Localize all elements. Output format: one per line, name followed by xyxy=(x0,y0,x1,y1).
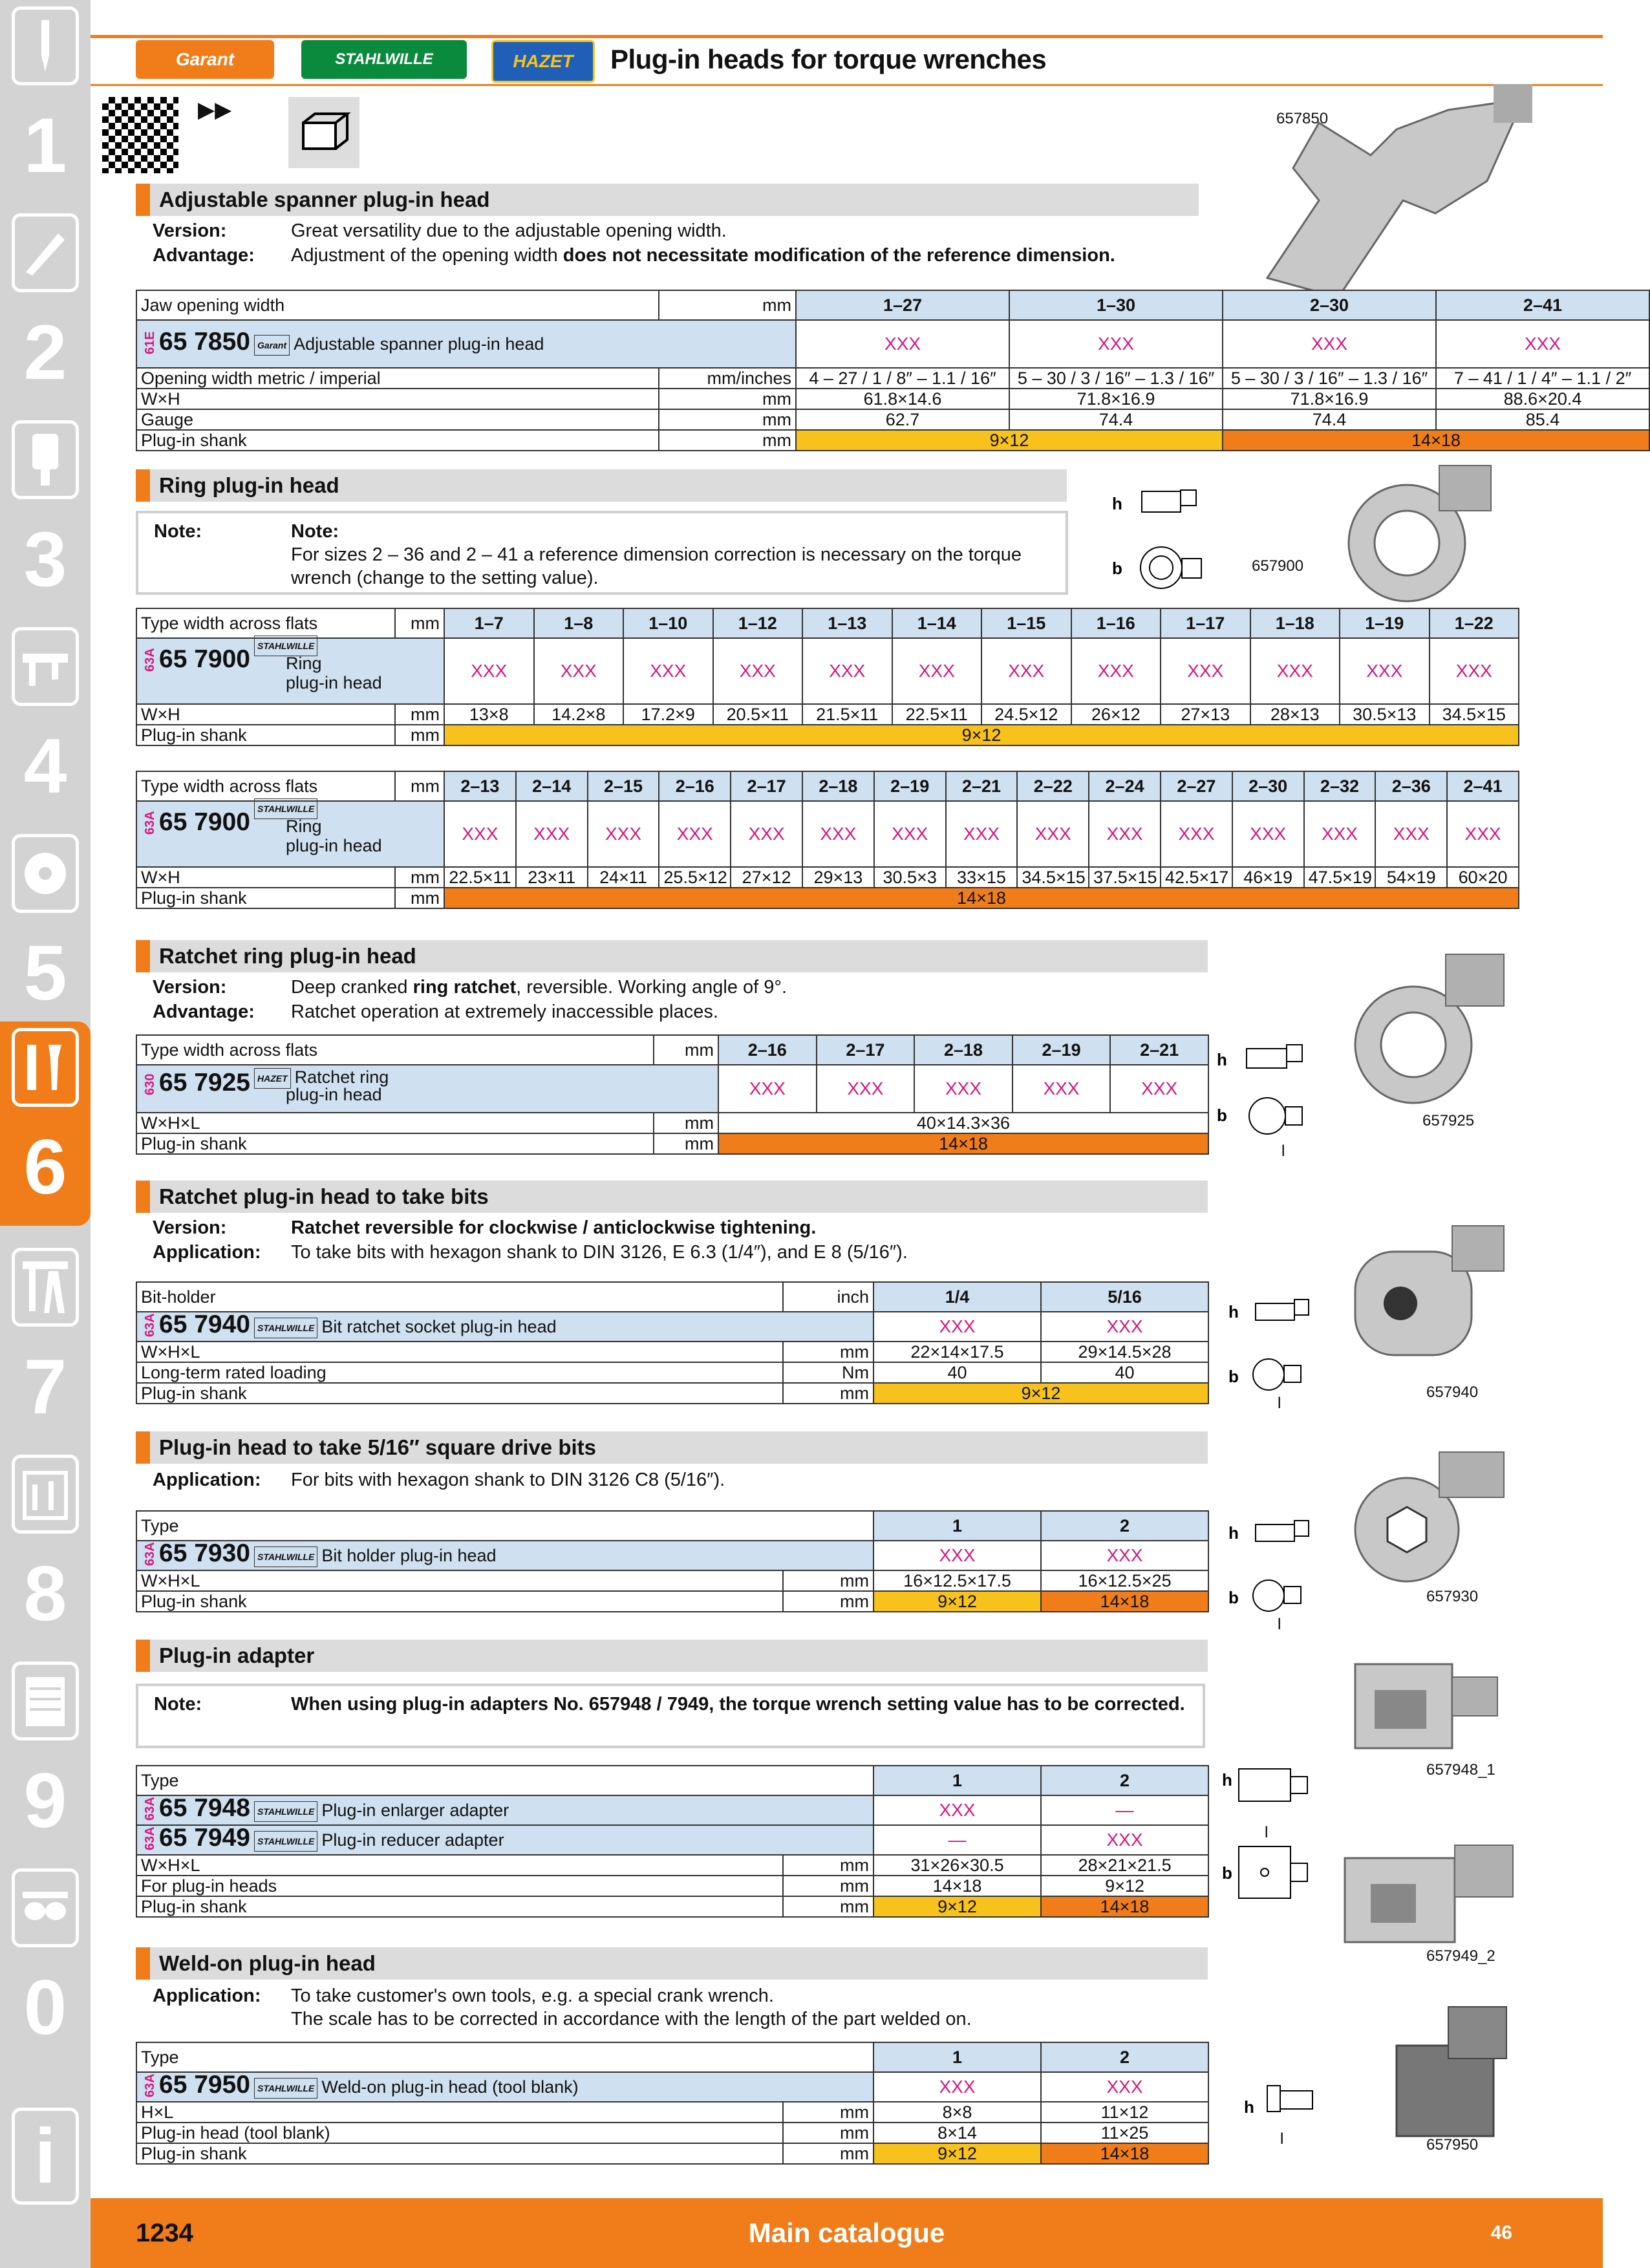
table-cell: 30.5×13 xyxy=(1340,704,1430,725)
adapter-dimension-drawing xyxy=(1219,1762,1329,1911)
price: XXX xyxy=(1436,320,1649,368)
svg-text:l: l xyxy=(1281,1142,1285,1160)
table-657950: Type 1 2 63A65 7950 STAHLWILLE Weld-on plug-in head (tool blank) XXX XXX H×L mm 8×8 11×12 Plug-in head (tool blank) mm 8×14 11×25 Plug-in shank mm 9×12 14×18 xyxy=(136,2042,1209,2165)
table-cell: 1–8 xyxy=(534,608,624,638)
catalogue-name: Main catalogue xyxy=(748,2218,945,2248)
fast-forward-icon[interactable]: ▶▶ xyxy=(198,98,232,122)
table-657940: Bit-holder inch 1/4 5/16 63A65 7940 STAHLWILLE Bit ratchet socket plug-in head XXX XXX W×H×L mm 22×14×17.5 29×14.5×28 Long-term rated loading Nm 40 40 Plug-in shank mm 9×12 xyxy=(136,1281,1209,1404)
section-title-adapter: Plug-in adapter xyxy=(136,1640,1208,1672)
price: XXX xyxy=(1161,801,1232,867)
table-cell: 22.5×11 xyxy=(892,704,982,725)
bit-holder-image xyxy=(1342,1439,1517,1588)
col-header: 1–27 xyxy=(796,290,1009,320)
table-cell: 1–10 xyxy=(623,608,713,638)
tab-9[interactable]: 9 xyxy=(9,1655,81,1859)
price: XXX xyxy=(817,1065,915,1113)
table-cell: 1–13 xyxy=(802,608,892,638)
pliers-icon xyxy=(12,1248,79,1327)
price: XXX xyxy=(1430,638,1519,704)
table-cell: 14.2×8 xyxy=(534,704,624,725)
table-cell: 20.5×11 xyxy=(713,704,803,725)
article-cell[interactable]: 63A65 7948 STAHLWILLE Plug-in enlarger adapter xyxy=(136,1795,873,1825)
table-cell: 25.5×12 xyxy=(659,867,731,888)
tab-6[interactable]: 6 xyxy=(0,1022,91,1226)
table-cell: 13×8 xyxy=(444,704,534,725)
svg-text:h: h xyxy=(1217,1050,1227,1069)
price: XXX xyxy=(1071,638,1161,704)
price: XXX xyxy=(1017,801,1089,867)
application-line: Application: To take customer's own tools, e.g. a special crank wrench. xyxy=(153,1985,774,2006)
col-header: 2–30 xyxy=(1223,290,1436,320)
price: XXX xyxy=(1250,638,1340,704)
price: XXX xyxy=(623,638,713,704)
svg-text:h: h xyxy=(1244,2097,1254,2117)
table-cell: 47.5×19 xyxy=(1304,867,1376,888)
price: XXX xyxy=(802,638,892,704)
table-cell: 24×11 xyxy=(588,867,659,888)
table-cell: 2–19 xyxy=(1012,1035,1111,1065)
col-header: 2–41 xyxy=(1436,290,1649,320)
table-cell: 2–24 xyxy=(1089,771,1161,801)
application-line-2: The scale has to be corrected in accordance with the length of the part welded on. xyxy=(291,2009,972,2029)
table-cell: 2–18 xyxy=(914,1035,1012,1065)
table-657900-1: Type width across flats mm 1–7 1–8 1–10 1–12 1–13 1–14 1–15 1–16 1–17 1–18 1–19 1–22 63A65 7900 STAHLWILLE Ring plug-in head XXX XXX XXX XXX XXX XXX XXX XXX XXX XXX XXX XXX W×H mm 13×8 14.2×8 17.2×9 20.5×11 21.5×11 22.5×11 24.5×12 26×12 27×13 28×13 30.5×13 34.5×15 Plug-in shank mm 9×12 xyxy=(136,608,1519,746)
price: XXX xyxy=(1012,1065,1111,1113)
table-cell: 1–17 xyxy=(1161,608,1250,638)
section-title-ratchet-ring: Ratchet ring plug-in head xyxy=(136,940,1208,972)
image-caption-657850: 657850 xyxy=(1276,110,1329,127)
table-cell: 1–22 xyxy=(1430,608,1519,638)
table-cell: 28×13 xyxy=(1250,704,1340,725)
article-cell[interactable]: 63A65 7900 STAHLWILLE Ring plug-in head xyxy=(136,801,444,867)
svg-text:l: l xyxy=(1280,2130,1284,2148)
weld-on-head-image xyxy=(1377,2000,1519,2143)
table-cell: 23×11 xyxy=(516,867,588,888)
chapter-sidebar xyxy=(0,0,91,2268)
image-caption-657949: 657949_2 xyxy=(1426,1947,1495,1965)
tab-2[interactable]: 2 xyxy=(9,207,81,411)
price: XXX xyxy=(444,638,534,704)
advantage-line: Advantage: Ratchet operation at extremely inaccessible places. xyxy=(153,1001,718,1022)
svg-text:l: l xyxy=(1265,1824,1269,1841)
article-cell[interactable]: 63A65 7950 STAHLWILLE Weld-on plug-in head (tool blank) xyxy=(136,2072,873,2102)
tab-4[interactable]: 4 xyxy=(9,621,81,825)
price: XXX xyxy=(588,801,659,867)
table-cell: 33×15 xyxy=(946,867,1018,888)
price: XXX xyxy=(731,801,802,867)
table-cell: 2–16 xyxy=(659,771,731,801)
table-cell: 46×19 xyxy=(1232,867,1304,888)
price: XXX xyxy=(1232,801,1304,867)
ring-dimension-drawing xyxy=(1106,484,1228,600)
table-cell: 2–30 xyxy=(1232,771,1304,801)
caliper-icon xyxy=(12,627,79,706)
tab-i[interactable] xyxy=(9,2069,81,2198)
price: XXX xyxy=(802,801,874,867)
hazet-logo: HAZET xyxy=(491,40,595,83)
section-title-ring: Ring plug-in head xyxy=(136,469,1067,502)
enlarger-adapter-image xyxy=(1342,1645,1504,1761)
svg-text:b: b xyxy=(1228,1588,1239,1607)
garant-logo: Garant xyxy=(136,40,274,79)
price: XXX xyxy=(1009,320,1223,368)
table-cell: 2–32 xyxy=(1304,771,1376,801)
table-cell: 42.5×17 xyxy=(1161,867,1232,888)
table-cell: 34.5×15 xyxy=(1430,704,1519,725)
info-icon: i xyxy=(12,2108,79,2205)
table-cell: 1–7 xyxy=(444,608,534,638)
tab-7[interactable]: 7 xyxy=(9,1241,81,1446)
header-rule xyxy=(91,35,1603,38)
table-cell: 1–18 xyxy=(1250,608,1340,638)
table-cell: 17.2×9 xyxy=(623,704,713,725)
svg-text:b: b xyxy=(1112,559,1122,578)
ratchet-ring-dimension-drawing xyxy=(1213,1037,1329,1160)
svg-text:l: l xyxy=(1278,1395,1281,1412)
price: XXX xyxy=(534,638,624,704)
svg-text:h: h xyxy=(1228,1302,1239,1321)
table-657900-2: Type width across flats mm 2–13 2–14 2–15 2–16 2–17 2–18 2–19 2–21 2–22 2–24 2–27 2–30 2–32 2–36 2–41 63A65 7900 STAHLWILLE Ring plug-in head XXX XXX XXX XXX XXX XXX XXX XXX XXX XXX XXX XXX XXX XXX XXX W×H mm 22.5×11 23×11 24×11 25.5×12 27×12 29×13 30.5×3 33×15 34.5×15 37.5×15 42.5×17 46×19 47.5×19 54×19 60×20 Plug-in shank mm 14×18 xyxy=(136,771,1519,909)
bit-ratchet-dimension-drawing xyxy=(1226,1289,1329,1412)
price: XXX xyxy=(796,320,1009,368)
bit-holder-dimension-drawing xyxy=(1226,1510,1329,1633)
table-cell: 2–19 xyxy=(874,771,946,801)
page-number: 1234 xyxy=(136,2219,193,2247)
page-title: Plug-in heads for torque wrenches xyxy=(610,44,1047,74)
article-cell[interactable]: 61E65 7850 Garant Adjustable spanner plug-in head xyxy=(136,320,796,368)
table-cell: 1–16 xyxy=(1071,608,1161,638)
table-cell: 34.5×15 xyxy=(1017,867,1089,888)
note-box-adapter: Note: When using plug-in adapters No. 657948 / 7949, the torque wrench setting value has to be corrected. xyxy=(136,1684,1205,1748)
image-caption-657900: 657900 xyxy=(1252,557,1304,575)
price: XXX xyxy=(1447,801,1519,867)
section-title-adjustable: Adjustable spanner plug-in head xyxy=(136,184,1199,216)
reducer-adapter-image xyxy=(1332,1832,1519,1949)
wrench-icon xyxy=(12,1028,79,1107)
application-line: Application: To take bits with hexagon shank to DIN 3126, E 6.3 (1/4″), and E 8 (5/16″). xyxy=(153,1242,908,1263)
table-cell: 1–15 xyxy=(981,608,1071,638)
table-cell: 1–19 xyxy=(1340,608,1430,638)
table-cell: 2–15 xyxy=(588,771,659,801)
header-unit: mm xyxy=(659,290,796,320)
table-cell: 2–22 xyxy=(1017,771,1089,801)
table-cell: 2–36 xyxy=(1375,771,1447,801)
svg-text:h: h xyxy=(1112,494,1122,513)
table-cell: 27×12 xyxy=(731,867,802,888)
price: XXX xyxy=(914,1065,1012,1113)
price: XXX xyxy=(874,801,946,867)
footer xyxy=(91,2198,1603,2268)
cutting-icon xyxy=(12,213,79,292)
drill-icon xyxy=(12,6,79,85)
table-657948-657949: Type 1 2 63A65 7948 STAHLWILLE Plug-in enlarger adapter XXX — 63A65 7949 STAHLWILLE Plug-in reducer adapter — XXX W×H×L mm 31×26×30.5 28×21×21.5 For plug-in heads mm 14×18 9×12 Plug-in shank mm 9×12 14×18 xyxy=(136,1765,1209,1918)
image-caption-657930: 657930 xyxy=(1426,1588,1479,1605)
table-cell: 1–12 xyxy=(713,608,803,638)
table-cell: 2–17 xyxy=(817,1035,915,1065)
image-caption-657948: 657948_1 xyxy=(1426,1761,1495,1779)
table-cell: 2–27 xyxy=(1161,771,1232,801)
tab-8[interactable]: 8 xyxy=(9,1448,81,1653)
section-title-square-drive: Plug-in head to take 5/16″ square drive bits xyxy=(136,1431,1208,1464)
section-title-ratchet-bits: Ratchet plug-in head to take bits xyxy=(136,1181,1208,1213)
table-cell: 2–21 xyxy=(946,771,1018,801)
toolbox-icon xyxy=(12,1455,79,1534)
version-line: Version: Deep cranked ring ratchet, reversible. Working angle of 9°. xyxy=(153,977,788,998)
tab-5[interactable]: 5 xyxy=(9,828,81,1032)
svg-text:h: h xyxy=(1222,1770,1232,1790)
article-cell[interactable]: 63A65 7930 STAHLWILLE Bit holder plug-in head xyxy=(136,1541,873,1570)
price: XXX xyxy=(516,801,588,867)
table-cell: 2–17 xyxy=(731,771,802,801)
price: XXX xyxy=(892,638,982,704)
bit-ratchet-image xyxy=(1342,1213,1510,1381)
article-cell[interactable]: 63065 7925 HAZET Ratchet ring plug-in head xyxy=(136,1065,718,1113)
price: XXX xyxy=(1110,1065,1208,1113)
version-line: Version: Ratchet reversible for clockwise / anticlockwise tightening. xyxy=(153,1217,817,1238)
price: XXX xyxy=(1089,801,1161,867)
image-caption-657940: 657940 xyxy=(1426,1384,1479,1401)
table-cell: 60×20 xyxy=(1447,867,1519,888)
table-cell: 2–21 xyxy=(1110,1035,1208,1065)
article-cell[interactable]: 63A65 7949 STAHLWILLE Plug-in reducer adapter xyxy=(136,1825,873,1855)
price: XXX xyxy=(1223,320,1436,368)
stahlwille-logo: STAHLWILLE xyxy=(301,40,467,79)
price: XXX xyxy=(981,638,1071,704)
square-drive-icon xyxy=(288,97,359,168)
price: XXX xyxy=(1304,801,1376,867)
svg-text:b: b xyxy=(1222,1863,1232,1883)
table-657930: Type 1 2 63A65 7930 STAHLWILLE Bit holder plug-in head XXX XXX W×H×L mm 16×12.5×17.5 16×12.5×25 Plug-in shank mm 9×12 14×18 xyxy=(136,1510,1209,1612)
table-cell: 2–13 xyxy=(444,771,516,801)
price: XXX xyxy=(713,638,803,704)
table-cell: 26×12 xyxy=(1071,704,1161,725)
table-cell: 1–14 xyxy=(892,608,982,638)
price: XXX xyxy=(659,801,731,867)
application-line: Application: For bits with hexagon shank to DIN 3126 C8 (5/16″). xyxy=(153,1470,725,1490)
table-cell: 2–14 xyxy=(516,771,588,801)
table-cell: 2–16 xyxy=(718,1035,817,1065)
price: XXX xyxy=(1161,638,1250,704)
table-657850: Jaw opening width mm 1–27 1–30 2–30 2–41 61E65 7850 Garant Adjustable spanner plug-in head XXX XXX XXX XXX Opening width metric / imperial mm/inches 4 – 27 / 1 / 8″ – 1.1 / 16″ 5 – 30 / 3 / 16″ – 1.3 / 16″ 5 – 30 / 3 / 16″ – 1.3 / 16″ 7 – 41 / 1 / 4″ – 1.1 / 2″ W×H mm 61.8×14.6 71.8×16.9 71.8×16.9 88.6×20.4 Gauge mm 62.7 74.4 74.4 85.4 Plug-in shank mm 9×12 14×18 xyxy=(136,290,1650,451)
sheet-number: 46 xyxy=(1490,2222,1512,2243)
table-cell: 27×13 xyxy=(1161,704,1250,725)
table-cell: 37.5×15 xyxy=(1089,867,1161,888)
svg-text:b: b xyxy=(1217,1106,1227,1125)
version-line: Version: Great versatility due to the adjustable opening width. xyxy=(153,220,727,241)
table-cell: 24.5×12 xyxy=(981,704,1071,725)
section-title-weld-on: Weld-on plug-in head xyxy=(136,1947,1208,1980)
tab-0[interactable]: 0 xyxy=(9,1862,81,2066)
price: XXX xyxy=(1375,801,1447,867)
table-cell: 29×13 xyxy=(802,867,874,888)
advantage-line: Advantage: Adjustment of the opening width does not necessitate modification of the reference dimension. xyxy=(153,245,1115,266)
image-caption-657950: 657950 xyxy=(1426,2136,1479,2154)
tab-3[interactable]: 3 xyxy=(9,414,81,618)
price: XXX xyxy=(444,801,516,867)
qr-code[interactable] xyxy=(102,97,178,173)
svg-text:b: b xyxy=(1228,1367,1239,1386)
tab-1[interactable]: 1 xyxy=(9,0,81,204)
price: XXX xyxy=(718,1065,817,1113)
safety-goggles-icon xyxy=(12,1868,79,1947)
cabinet-icon xyxy=(12,1662,79,1740)
ring-head-image xyxy=(1342,453,1497,608)
table-cell: 2–18 xyxy=(802,771,874,801)
header-label: Jaw opening width xyxy=(136,290,659,320)
table-cell: 54×19 xyxy=(1375,867,1447,888)
image-caption-657925: 657925 xyxy=(1422,1112,1475,1129)
table-cell: 22.5×11 xyxy=(444,867,516,888)
article-cell[interactable]: 63A65 7900 STAHLWILLE Ring plug-in head xyxy=(136,638,444,704)
saw-blade-icon xyxy=(12,834,79,913)
table-cell: 2–41 xyxy=(1447,771,1519,801)
table-657925: Type width across flats mm 2–16 2–17 2–18 2–19 2–21 63065 7925 HAZET Ratchet ring plug-in head XXX XXX XXX XXX XXX W×H×L mm 40×14.3×36 Plug-in shank mm 14×18 xyxy=(136,1034,1209,1155)
table-cell: 30.5×3 xyxy=(874,867,946,888)
article-cell[interactable]: 63A65 7940 STAHLWILLE Bit ratchet socket plug-in head xyxy=(136,1312,873,1342)
chuck-icon xyxy=(12,420,79,499)
col-header: 1–30 xyxy=(1009,290,1223,320)
svg-text:h: h xyxy=(1228,1523,1239,1543)
weld-on-dimension-drawing xyxy=(1241,2066,1345,2150)
svg-text:l: l xyxy=(1278,1616,1281,1633)
ratchet-ring-image xyxy=(1342,941,1517,1109)
price: XXX xyxy=(1340,638,1430,704)
note-box-ring: Note: Note: For sizes 2 – 36 and 2 – 41 a reference dimension correction is necessary on the torque wrench (change to the setting value). xyxy=(136,511,1068,595)
table-cell: 21.5×11 xyxy=(802,704,892,725)
price: XXX xyxy=(946,801,1018,867)
